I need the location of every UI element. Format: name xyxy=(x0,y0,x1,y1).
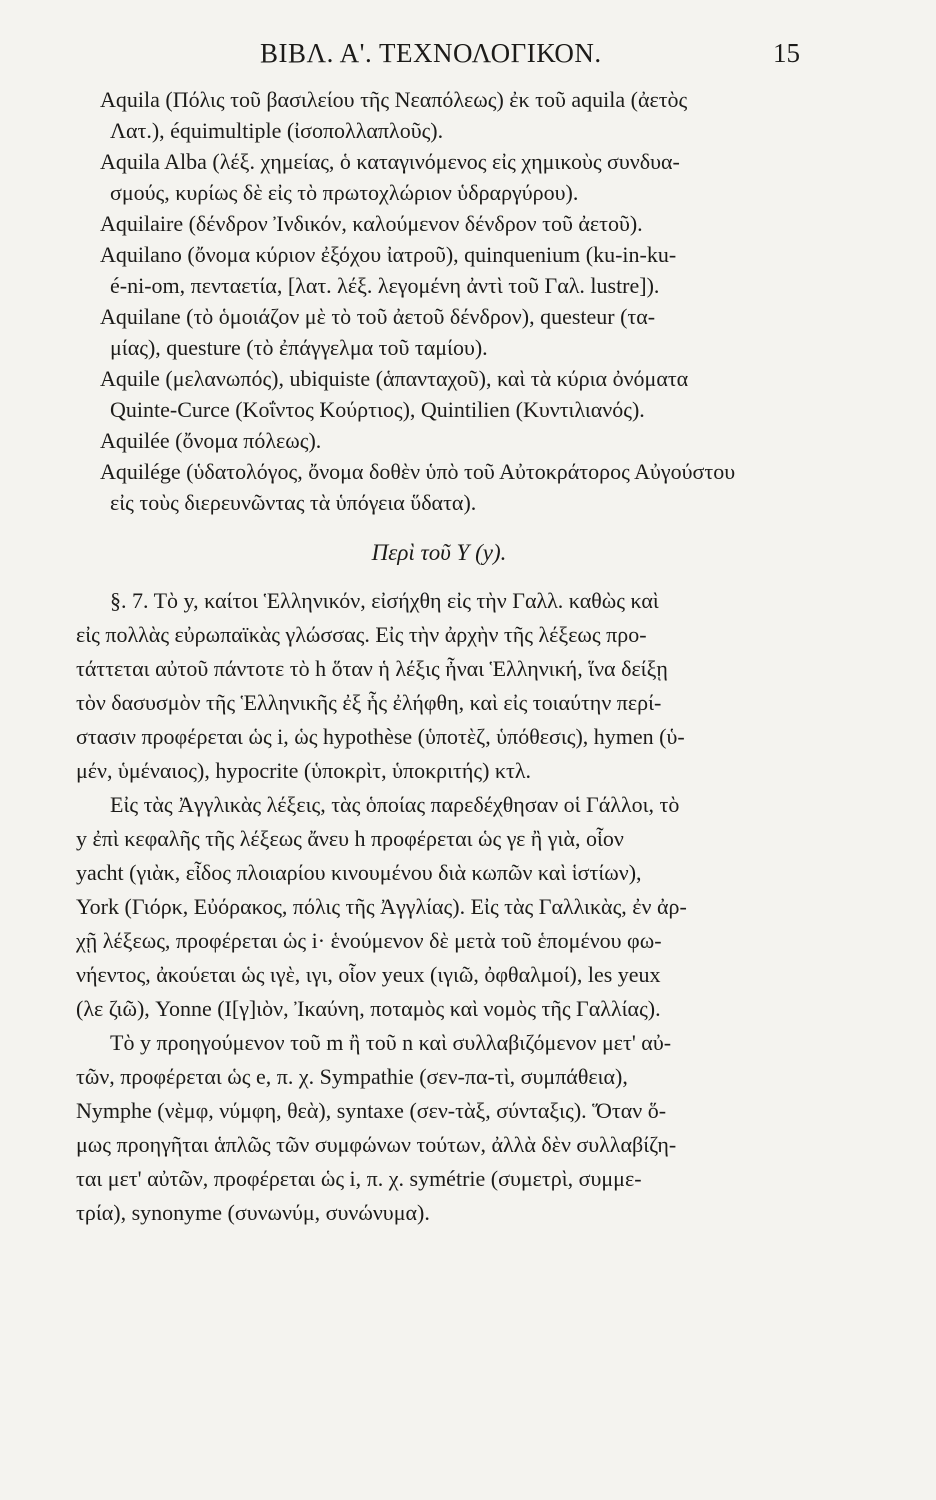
dictionary-entry xyxy=(76,146,802,208)
entry-line: Aquilano (ὄνομα κύριον ἐξόχου ἰατροῦ), quinquenium (ku-in-ku- xyxy=(100,242,677,267)
dictionary-entries xyxy=(76,84,802,518)
dictionary-entry xyxy=(76,425,802,456)
section-heading: Περὶ τοῦ Υ (y). xyxy=(371,540,507,565)
paragraph-line: νήεντος, ἀκούεται ὡς ιγὲ, ιγι, οἷον yeux (ιγιῶ, ὀφθαλμοί), les yeux xyxy=(76,962,661,987)
entry-line: εἰς τοὺς διερευνῶντας τὰ ὑπόγεια ὕδατα). xyxy=(110,490,477,515)
paragraph-line: εἰς πολλὰς εὐρωπαϊκὰς γλώσσας. Εἰς τὴν ἀρχὴν τῆς λέξεως προ- xyxy=(76,622,647,647)
dictionary-entry xyxy=(76,363,802,425)
paragraph-line: §. 7. Τὸ y, καίτοι Ἑλληνικόν, εἰσήχθη εἰς τὴν Γαλλ. καθὼς καὶ xyxy=(110,588,659,613)
entry-line: Aquilane (τὸ ὁμοιάζον μὲ τὸ τοῦ ἀετοῦ δένδρον), questeur (τα- xyxy=(100,304,656,329)
text-paragraph xyxy=(76,788,802,1026)
paragraph-line: τῶν, προφέρεται ὡς e, π. χ. Sympathie (σεν-πα-τὶ, συμπάθεια), xyxy=(76,1064,628,1089)
paragraph-line: στασιν προφέρεται ὡς i, ὡς hypothèse (ὑποτὲζ, ὑπόθεσις), hymen (ὑ- xyxy=(76,724,685,749)
paragraph-line: Τὸ y προηγούμενον τοῦ m ἢ τοῦ n καὶ συλλαβιζόμενον μετ' αὐ- xyxy=(110,1030,672,1055)
dictionary-entry xyxy=(76,301,802,363)
dictionary-entry xyxy=(76,208,802,239)
page-body xyxy=(76,84,802,1230)
dictionary-entry xyxy=(76,84,802,146)
paragraph-line: York (Γιόρκ, Εὐόρακος, πόλις τῆς Ἀγγλίας). Εἰς τὰς Γαλλικὰς, ἐν ἀρ- xyxy=(76,894,687,919)
entry-line: Aquila Alba (λέξ. χημείας, ὁ καταγινόμενος εἰς χημικοὺς συνδυα- xyxy=(100,149,680,174)
text-paragraph xyxy=(76,1026,802,1230)
paragraph-line: τάττεται αὐτοῦ πάντοτε τὸ h ὅταν ἡ λέξις ἦναι Ἑλληνική, ἵνα δείξῃ xyxy=(76,656,668,681)
entry-line: é-ni-om, πενταετία, [λατ. λέξ. λεγομένη ἀντὶ τοῦ Γαλ. lustre]). xyxy=(110,273,660,298)
entry-line: Aquile (μελανωπός), ubiquiste (ἁπανταχοῦ), καὶ τὰ κύρια ὀνόματα xyxy=(100,366,689,391)
entry-line: Aquila (Πόλις τοῦ βασιλείου τῆς Νεαπόλεως) ἐκ τοῦ aquila (ἀετὸς xyxy=(100,87,688,112)
entry-line: Quinte-Curce (Κοΐντος Κούρτιος), Quintilien (Κυντιλιανός). xyxy=(110,397,645,422)
paragraph-line: Εἰς τὰς Ἀγγλικὰς λέξεις, τὰς ὁποίας παρεδέχθησαν οἱ Γάλλοι, τὸ xyxy=(110,792,680,817)
entry-line: μίας), questure (τὸ ἐπάγγελμα τοῦ ταμίου). xyxy=(110,335,488,360)
page-number: 15 xyxy=(773,38,800,68)
paragraph-line: yacht (γιὰκ, εἶδος πλοιαρίου κινουμένου διὰ κωπῶν καὶ ἱστίων), xyxy=(76,860,642,885)
dictionary-entry xyxy=(76,239,802,301)
paragraph-line: y ἐπὶ κεφαλῆς τῆς λέξεως ἄνευ h προφέρεται ὡς γε ἢ γιὰ, οἷον xyxy=(76,826,624,851)
entry-line: Aquilée (ὄνομα πόλεως). xyxy=(100,428,322,453)
entry-line: σμούς, κυρίως δὲ εἰς τὸ πρωτοχλώριον ὑδραργύρου). xyxy=(110,180,579,205)
paragraph-line: μέν, ὑμέναιος), hypocrite (ὑποκρὶτ, ὑποκριτής) κτλ. xyxy=(76,758,532,783)
paragraph-line: χῇ λέξεως, προφέρεται ὡς i· ἑνούμενον δὲ μετὰ τοῦ ἑπομένου φω- xyxy=(76,928,662,953)
text-paragraph xyxy=(76,584,802,788)
dictionary-entry xyxy=(76,456,802,518)
entry-line: Aquilaire (δένδρον Ἰνδικόν, καλούμενον δένδρον τοῦ ἀετοῦ). xyxy=(100,211,643,236)
paragraph-line: ται μετ' αὐτῶν, προφέρεται ὡς i, π. χ. symétrie (συμετρὶ, συμμε- xyxy=(76,1166,642,1191)
entry-line: Λατ.), équimultiple (ἰσοπολλαπλοῦς). xyxy=(110,118,444,143)
paragraph-line: τρία), synonyme (συνωνύμ, συνώνυμα). xyxy=(76,1200,430,1225)
running-title: ΒΙΒΛ. Α'. ΤΕΧΝΟΛΟΓΙΚΟΝ. xyxy=(260,38,602,68)
paragraph-line: τὸν δασυσμὸν τῆς Ἑλληνικῆς ἐξ ἧς ἐλήφθη, καὶ εἰς τοιαύτην περί- xyxy=(76,690,662,715)
paragraph-line: (λε ζιῶ), Yonne (Ι[γ]ιὸν, Ἰκαύνη, ποταμὸς καὶ νομὸς τῆς Γαλλίας). xyxy=(76,996,661,1021)
entry-line: Aquilége (ὑδατολόγος, ὄνομα δοθὲν ὑπὸ τοῦ Αὐτοκράτορος Αὐγούστου xyxy=(100,459,736,484)
paragraph-line: Nymphe (νὲμφ, νύμφη, θεὰ), syntaxe (σεν-τὰξ, σύνταξις). Ὅταν ὅ- xyxy=(76,1098,667,1123)
page-header xyxy=(110,38,800,78)
paragraph-line: μως προηγῆται ἁπλῶς τῶν συμφώνων τούτων, ἀλλὰ δὲν συλλαβίζη- xyxy=(76,1132,677,1157)
section-text xyxy=(76,584,802,1230)
